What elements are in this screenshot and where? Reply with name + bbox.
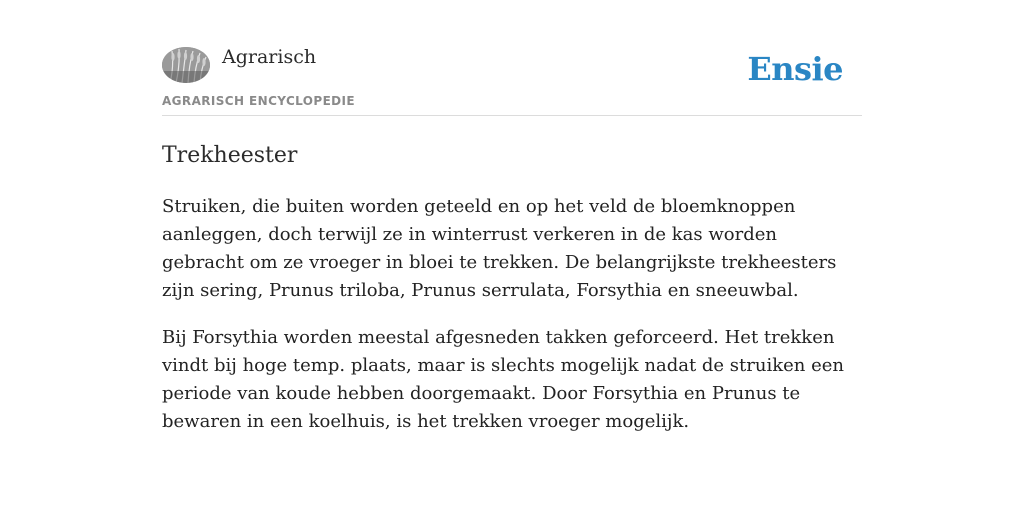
- header: [162, 0, 862, 116]
- page: [162, 0, 862, 436]
- wheat-icon: [162, 47, 210, 83]
- article-paragraph: Struiken, die buiten worden geteeld en op het veld de bloemknoppen aanleggen, doch terwijl ze in winterrust verkeren in de kas worden gebracht om ze vroeger in bloei te trekken. De belangrijkste trekheesters zijn sering, Prunus triloba, Prunus serrulata, Forsythia en sneeuwbal.: [162, 196, 837, 301]
- article: [162, 141, 862, 436]
- source-logo[interactable]: [162, 47, 210, 83]
- ensie-logo-link[interactable]: Ensie: [747, 50, 843, 88]
- article-paragraph: Bij Forsythia worden meestal afgesneden takken geforceerd. Het trekken vindt bij hoge temp. plaats, maar is slechts mogelijk nadat de struiken een periode van koude hebben doorgemaakt. Door Forsythia en Prunus te bewaren in een koelhuis, is het trekken vroeger mogelijk.: [162, 327, 844, 432]
- source-name[interactable]: Agrarisch: [222, 46, 317, 68]
- source-subtitle: AGRARISCH ENCYCLOPEDIE: [162, 94, 355, 108]
- article-title: Trekheester: [162, 143, 298, 168]
